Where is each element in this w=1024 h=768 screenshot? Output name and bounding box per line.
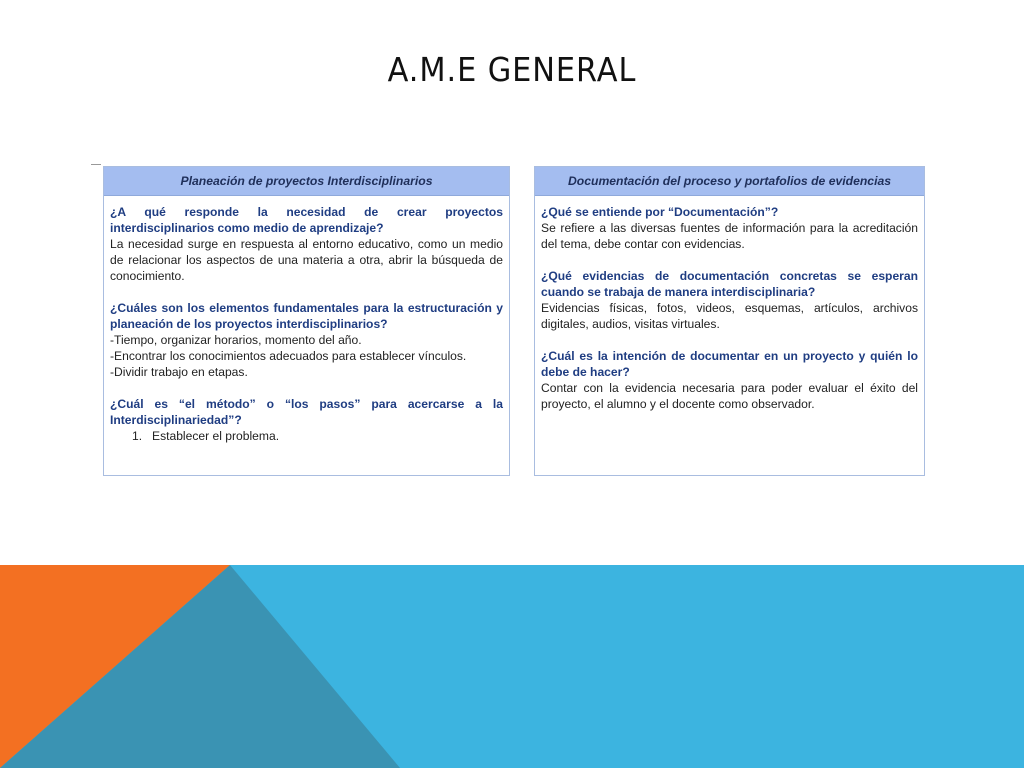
documentation-panel	[534, 166, 925, 476]
step-text: Establecer el problema.	[152, 429, 280, 443]
planning-answer-1: La necesidad surge en respuesta al entorno educativo, como un medio de relacionar los aspectos de una materia a otra, abrir la búsqueda de conocimiento.	[110, 237, 503, 283]
planning-answer-2-line: -Dividir trabajo en etapas.	[110, 365, 248, 379]
planning-panel-body	[104, 196, 509, 444]
planning-panel	[103, 166, 510, 476]
dark-blue-triangle	[0, 565, 400, 768]
documentation-question-2: ¿Qué evidencias de documentación concretas se esperan cuando se trabaja de manera interdisciplinaria?	[541, 269, 918, 299]
planning-answer-2-line: -Encontrar los conocimientos adecuados para establecer vínculos.	[110, 349, 467, 363]
planning-step-item	[110, 428, 503, 444]
planning-answer-2-line: -Tiempo, organizar horarios, momento del año.	[110, 333, 362, 347]
planning-question-2: ¿Cuáles son los elementos fundamentales para la estructuración y planeación de los proyectos interdisciplinarios?	[110, 301, 503, 331]
documentation-panel-header: Documentación del proceso y portafolios de evidencias	[535, 167, 924, 196]
planning-question-1: ¿A qué responde la necesidad de crear proyectos interdisciplinarios como medio de aprendizaje?	[110, 205, 503, 235]
step-number: 1.	[132, 429, 143, 443]
slide-title: A.M.E GENERAL	[387, 50, 637, 89]
documentation-question-3: ¿Cuál es la intención de documentar en un proyecto y quién lo debe de hacer?	[541, 349, 918, 379]
planning-panel-header: Planeación de proyectos Interdisciplinarios	[104, 167, 509, 196]
orange-triangle	[0, 565, 230, 768]
documentation-answer-2: Evidencias físicas, fotos, videos, esquemas, artículos, archivos digitales, audios, visitas virtuales.	[541, 301, 918, 331]
planning-question-3: ¿Cuál es “el método” o “los pasos” para acercarse a la Interdisciplinariedad”?	[110, 397, 503, 427]
documentation-answer-1: Se refiere a las diversas fuentes de información para la acreditación del tema, debe contar con evidencias.	[541, 221, 918, 251]
decorative-dash	[91, 164, 101, 165]
light-blue-band	[0, 565, 1024, 768]
documentation-answer-3: Contar con la evidencia necesaria para poder evaluar el éxito del proyecto, el alumno y el docente como observador.	[541, 381, 918, 411]
documentation-panel-body	[535, 196, 924, 412]
documentation-question-1: ¿Qué se entiende por “Documentación”?	[541, 205, 779, 219]
